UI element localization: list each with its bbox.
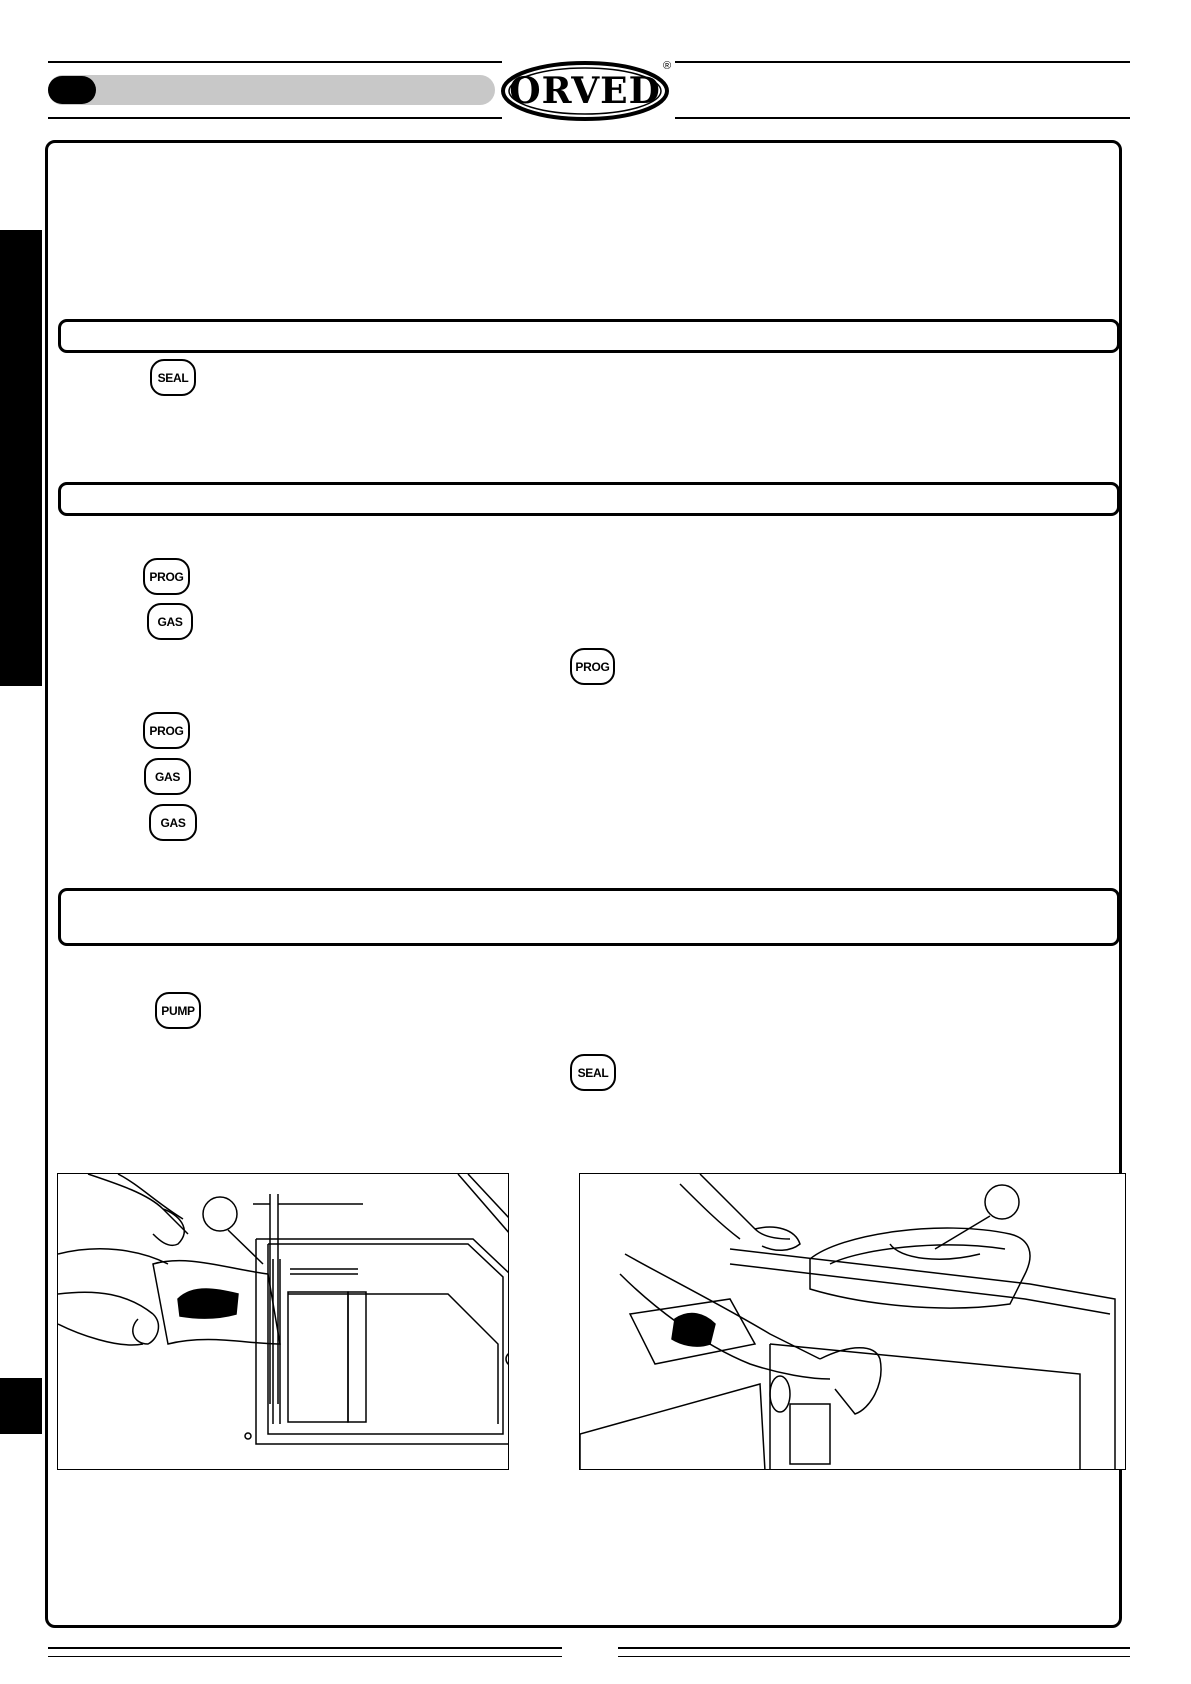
header-top-rule-left — [48, 61, 502, 63]
section-header-box-3 — [58, 888, 1120, 946]
prog-key-icon: PROG — [570, 648, 615, 685]
figure-bag-insertion — [57, 1173, 509, 1470]
gas-key-icon: GAS — [147, 603, 193, 640]
footer-rule-right-2 — [618, 1656, 1130, 1657]
gas-key-icon: GAS — [149, 804, 197, 841]
logo-text: ORVED — [509, 70, 661, 112]
prog-key-icon: PROG — [143, 558, 190, 595]
seal-key-icon: SEAL — [570, 1054, 616, 1091]
footer-rule-left-2 — [48, 1656, 562, 1657]
prog-key-icon: PROG — [143, 712, 190, 749]
figure-lid-closing — [579, 1173, 1126, 1470]
seal-key-icon: SEAL — [150, 359, 196, 396]
bag-insertion-illustration-icon — [58, 1174, 509, 1470]
page-number-badge — [48, 76, 96, 104]
header-top-rule-right — [675, 61, 1130, 63]
pump-key-icon: PUMP — [155, 992, 201, 1029]
lid-closing-illustration-icon — [580, 1174, 1126, 1470]
header-bottom-rule-right — [675, 117, 1130, 119]
gas-key-icon: GAS — [144, 758, 191, 795]
section-header-box-2 — [58, 482, 1120, 516]
side-tab-chapter-marker — [0, 1378, 42, 1434]
footer-rule-left-1 — [48, 1647, 562, 1649]
side-tab-section-marker — [0, 230, 42, 686]
section-header-box-1 — [58, 319, 1120, 353]
registered-mark: ® — [663, 60, 672, 72]
orved-logo — [500, 60, 670, 122]
footer-rule-right-1 — [618, 1647, 1130, 1649]
header-bottom-rule-left — [48, 117, 502, 119]
header-grey-bar — [48, 75, 495, 105]
